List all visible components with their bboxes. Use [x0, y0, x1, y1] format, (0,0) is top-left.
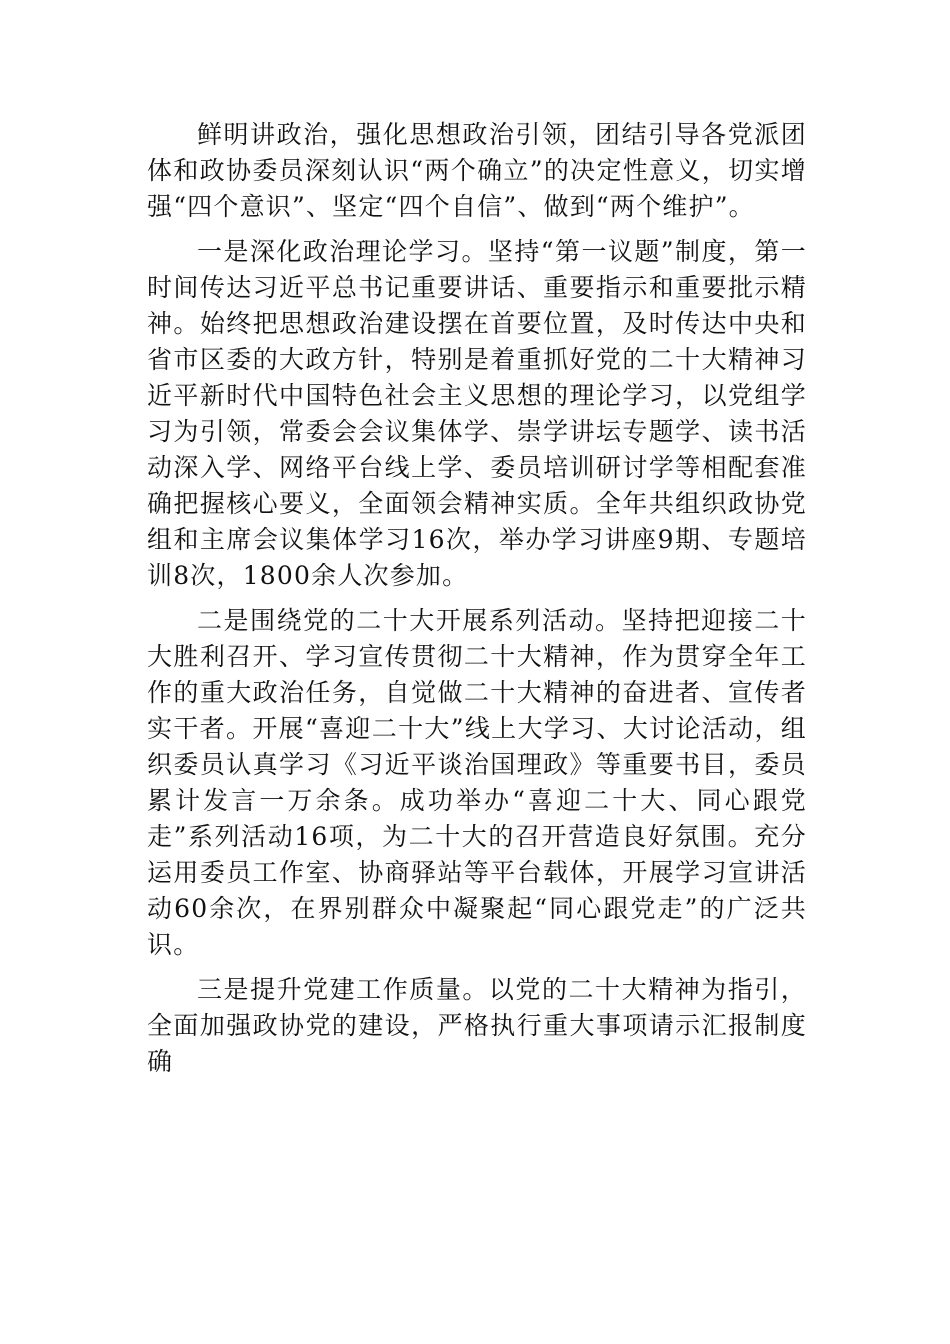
paragraph-twentieth-congress: 二是围绕党的二十大开展系列活动。坚持把迎接二十大胜利召开、学习宣传贯彻二十大精神，作为贯穿全年工作的重大政治任务，自觉做二十大精神的奋进者、宣传者实干者。开展“喜迎二十大”线上大学习、大讨论活动，组织委员认真学习《习近平谈治国理政》等重要书目，委员累计发言一万余条。成功举办“喜迎二十大、同心跟党走”系列活动16项，为二十大的召开营造良好氛围。充分运用委员工作室、协商驿站等平台载体，开展学习宣讲活动60余次，在界别群众中凝聚起“同心跟党走”的广泛共识。	[147, 606, 807, 959]
document-body	[147, 117, 807, 1089]
paragraph-theory-study: 一是深化政治理论学习。坚持“第一议题”制度，第一时间传达习近平总书记重要讲话、重要指示和重要批示精神。始终把思想政治建设摆在首要位置，及时传达中央和省市区委的大政方针，特别是着重抓好党的二十大精神习近平新时代中国特色社会主义思想的理论学习，以党组学习为引领，常委会会议集体学、崇学讲坛专题学、读书活动深入学、网络平台线上学、委员培训研讨学等相配套准确把握核心要义，全面领会精神实质。全年共组织政协党组和主席会议集体学习16次，举办学习讲座9期、专题培训8次，1800余人次参加。	[147, 237, 807, 590]
paragraph-party-building: 三是提升党建工作质量。以党的二十大精神为指引，全面加强政协党的建设，严格执行重大事项请示汇报制度确	[147, 975, 807, 1076]
paragraph-intro: 鲜明讲政治，强化思想政治引领，团结引导各党派团体和政协委员深刻认识“两个确立”的决定性意义，切实增强“四个意识”、坚定“四个自信”、做到“两个维护”。	[147, 120, 807, 221]
